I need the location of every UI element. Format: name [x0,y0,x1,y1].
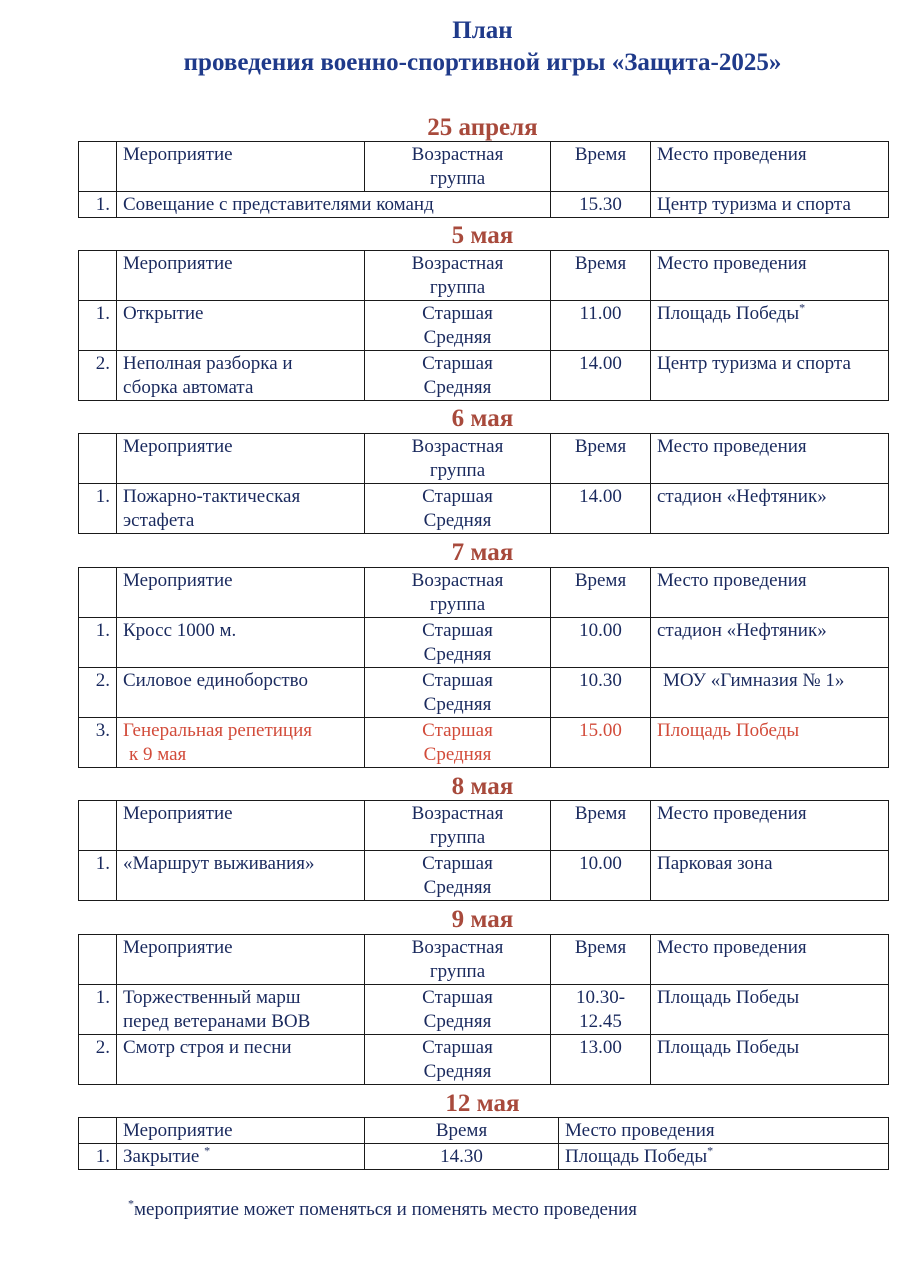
table-header-row [79,434,889,484]
table-row [79,301,889,351]
header-place: Место проведения [651,568,889,618]
table-row [79,851,889,901]
row-time: 15.30 [551,192,651,218]
header-event: Мероприятие [117,251,365,301]
footnote [128,1198,637,1222]
document-subtitle: проведения военно-спортивной игры «Защита-2025» [183,49,782,76]
row-place: Парковая зона [651,851,889,901]
table-header-row [79,935,889,985]
schedule-table-may5 [78,250,889,401]
row-event: Генеральная репетиция к 9 мая [117,718,365,768]
table-header-row [79,142,889,192]
table-row [79,618,889,668]
table-row [79,985,889,1035]
header-num [79,142,117,192]
header-time: Время [365,1118,559,1144]
header-place: Место проведения [651,142,889,192]
header-place: Место проведения [651,251,889,301]
row-time: 14.00 [551,351,651,401]
row-time: 15.00 [551,718,651,768]
table-row [79,351,889,401]
schedule-table-may8 [78,800,889,901]
header-num [79,568,117,618]
table-header-row [79,801,889,851]
row-number: 3. [79,718,117,768]
header-event: Мероприятие [117,434,365,484]
row-time: 11.00 [551,301,651,351]
table-header-row [79,251,889,301]
row-place: стадион «Нефтяник» [651,484,889,534]
header-num [79,935,117,985]
row-time: 13.00 [551,1035,651,1085]
schedule-table-may9 [78,934,889,1085]
row-time: 14.00 [551,484,651,534]
header-age-group: Возрастная группа [365,568,551,618]
row-time: 14.30 [365,1144,559,1170]
row-age-group: Старшая Средняя [365,718,551,768]
header-place: Место проведения [651,801,889,851]
row-age-group: Старшая Средняя [365,301,551,351]
row-time: 10.00 [551,851,651,901]
table-header-row [79,568,889,618]
schedule-table-may12 [78,1117,889,1170]
header-num [79,434,117,484]
row-number: 2. [79,1035,117,1085]
table-row [79,668,889,718]
table-row [79,1035,889,1085]
header-event: Мероприятие [117,935,365,985]
header-time: Время [551,434,651,484]
header-event: Мероприятие [117,142,365,192]
header-time: Время [551,142,651,192]
row-event: Неполная разборка и сборка автомата [117,351,365,401]
table-row [79,1144,889,1170]
footnote-text: мероприятие может поменяться и поменять место проведения [134,1199,638,1220]
row-place: стадион «Нефтяник» [651,618,889,668]
header-time: Время [551,568,651,618]
row-number: 1. [79,985,117,1035]
row-age-group: Старшая Средняя [365,484,551,534]
header-num [79,801,117,851]
date-heading-may8: 8 мая [451,773,514,800]
date-heading-may5: 5 мая [451,222,514,249]
row-place: Центр туризма и спорта [651,192,889,218]
row-number: 1. [79,484,117,534]
row-event: Совещание с представителями команд [117,192,551,218]
row-event: Пожарно-тактическая эстафета [117,484,365,534]
row-number: 1. [79,301,117,351]
footnote-mark: * [707,1143,714,1158]
row-event: Силовое единоборство [117,668,365,718]
row-number: 1. [79,851,117,901]
row-age-group: Старшая Средняя [365,985,551,1035]
row-age-group: Старшая Средняя [365,668,551,718]
row-time: 10.30- 12.45 [551,985,651,1035]
date-heading-apr25: 25 апреля [427,114,538,141]
row-place: Площадь Победы [651,985,889,1035]
row-number: 1. [79,192,117,218]
footnote-mark: * [799,300,806,315]
date-heading-may12: 12 мая [445,1090,520,1117]
row-place: Площадь Победы* [559,1144,889,1170]
header-event: Мероприятие [117,568,365,618]
row-event: Кросс 1000 м. [117,618,365,668]
document-title: План [452,17,513,44]
table-row [79,192,889,218]
row-place: Площадь Победы [651,718,889,768]
schedule-table-apr25 [78,141,889,218]
header-place: Место проведения [559,1118,889,1144]
footnote-mark: * [204,1143,211,1158]
schedule-table-may7 [78,567,889,768]
header-place: Место проведения [651,434,889,484]
table-row-highlighted [79,718,889,768]
row-time: 10.30 [551,668,651,718]
row-event: Смотр строя и песни [117,1035,365,1085]
header-age-group: Возрастная группа [365,935,551,985]
header-event: Мероприятие [117,1118,365,1144]
row-place: МОУ «Гимназия № 1» [651,668,889,718]
schedule-table-may6 [78,433,889,534]
row-place: Центр туризма и спорта [651,351,889,401]
row-number: 1. [79,618,117,668]
row-number: 2. [79,668,117,718]
row-age-group: Старшая Средняя [365,618,551,668]
header-time: Время [551,935,651,985]
header-time: Время [551,251,651,301]
row-age-group: Старшая Средняя [365,1035,551,1085]
date-heading-may9: 9 мая [451,906,514,933]
row-place: Площадь Победы* [651,301,889,351]
footnote-mark: * [128,1196,134,1211]
row-age-group: Старшая Средняя [365,851,551,901]
row-number: 1. [79,1144,117,1170]
date-heading-may7: 7 мая [451,539,514,566]
header-age-group: Возрастная группа [365,142,551,192]
header-num [79,1118,117,1144]
header-num [79,251,117,301]
row-place: Площадь Победы [651,1035,889,1085]
header-age-group: Возрастная группа [365,251,551,301]
table-row [79,484,889,534]
header-time: Время [551,801,651,851]
header-event: Мероприятие [117,801,365,851]
row-age-group: Старшая Средняя [365,351,551,401]
header-age-group: Возрастная группа [365,801,551,851]
date-heading-may6: 6 мая [451,405,514,432]
row-time: 10.00 [551,618,651,668]
row-event: Закрытие * [117,1144,365,1170]
table-header-row [79,1118,889,1144]
header-place: Место проведения [651,935,889,985]
header-age-group: Возрастная группа [365,434,551,484]
row-event: Торжественный марш перед ветеранами ВОВ [117,985,365,1035]
row-event: «Маршрут выживания» [117,851,365,901]
row-number: 2. [79,351,117,401]
row-event: Открытие [117,301,365,351]
